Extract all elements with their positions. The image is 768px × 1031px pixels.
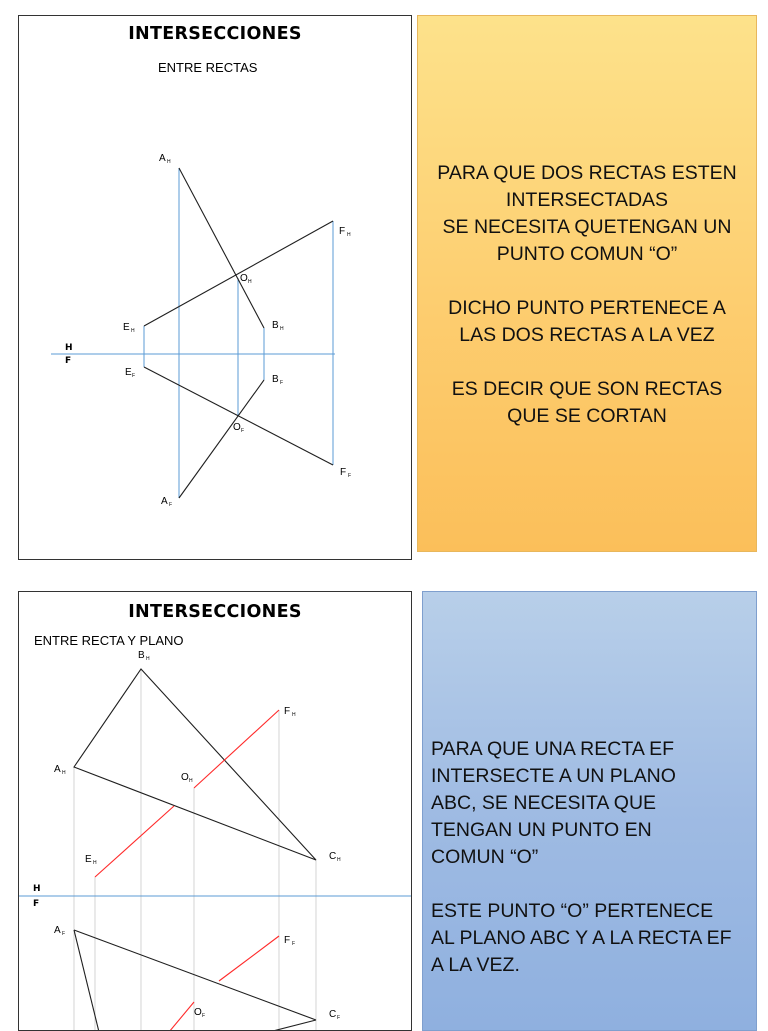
panel2-title: INTERSECCIONES xyxy=(128,602,302,622)
label-fh-sub: H xyxy=(292,712,296,718)
label-of-sub: F xyxy=(202,1013,206,1019)
label-oh: O xyxy=(240,273,248,284)
label-oh-sub: H xyxy=(189,778,193,784)
label-of-sub: F xyxy=(241,428,245,434)
label-h: H xyxy=(33,884,41,894)
label-ch: C xyxy=(329,851,337,862)
line-ef-f xyxy=(219,936,279,981)
panel1-subtitle: ENTRE RECTAS xyxy=(158,60,258,75)
label-of: O xyxy=(194,1007,202,1018)
line-ef-h-upper xyxy=(194,710,279,788)
label-cf-sub: F xyxy=(337,1015,341,1021)
note2-para2: ESTE PUNTO “O” PERTENECE AL PLANO ABC Y A LA RECTA EF A LA VEZ. xyxy=(431,900,732,976)
label-eh: E xyxy=(123,322,130,333)
label-ah: A xyxy=(54,764,61,775)
label-bh-sub: H xyxy=(146,656,150,662)
plane-abc-f-edge3 xyxy=(269,1020,316,1031)
panel2-drawing xyxy=(19,592,412,1031)
note1-para1: PARA QUE DOS RECTAS ESTEN INTERSECTADAS SE NECESITA QUETENGAN UN PUNTO COMUN “O” xyxy=(437,162,737,265)
label-ah: A xyxy=(159,153,166,164)
label-eh: E xyxy=(85,854,92,865)
label-af: A xyxy=(161,496,168,507)
panel1-title: INTERSECCIONES xyxy=(128,24,302,44)
label-bf: B xyxy=(272,374,279,385)
label-bh: B xyxy=(138,650,145,661)
label-ef-sub: F xyxy=(132,373,136,379)
label-f: F xyxy=(65,356,72,366)
label-bf-sub: F xyxy=(280,380,284,386)
diagram-interseccion-recta-plano xyxy=(18,591,412,1031)
label-oh-sub: H xyxy=(248,279,252,285)
label-ff: F xyxy=(340,467,347,478)
label-ff: F xyxy=(284,935,291,946)
note2-para1: PARA QUE UNA RECTA EF INTERSECTE A UN PLANO ABC, SE NECESITA QUE TENGAN UN PUNTO EN COMUN “O” xyxy=(431,738,676,868)
label-fh: F xyxy=(284,706,291,717)
line-ef-f-lower xyxy=(169,1002,194,1031)
label-f: F xyxy=(33,899,40,909)
label-of: O xyxy=(233,422,241,433)
note1-para2: DICHO PUNTO PERTENECE A LAS DOS RECTAS A LA VEZ xyxy=(448,297,726,346)
label-h: H xyxy=(65,343,73,353)
label-oh: O xyxy=(181,772,189,783)
diagram-intersecciones-rectas xyxy=(18,15,412,560)
panel1-drawing xyxy=(19,16,412,560)
label-ff-sub: F xyxy=(348,473,352,479)
panel2-subtitle: ENTRE RECTA Y PLANO xyxy=(34,633,184,648)
line-ab-f xyxy=(179,380,264,498)
label-eh-sub: H xyxy=(131,328,135,334)
line-ab-h xyxy=(179,168,264,328)
line-ef-h xyxy=(95,806,174,877)
label-ah-sub: H xyxy=(167,159,171,165)
note1-para3: ES DECIR QUE SON RECTAS QUE SE CORTAN xyxy=(451,378,723,427)
note-rectas xyxy=(417,15,757,552)
label-ah-sub: H xyxy=(62,770,66,776)
label-fh: F xyxy=(339,226,346,237)
label-ch-sub: H xyxy=(337,857,341,863)
label-cf: C xyxy=(329,1009,337,1020)
label-bh: B xyxy=(272,320,279,331)
label-af-sub: F xyxy=(62,931,66,937)
label-bh-sub: H xyxy=(280,326,284,332)
label-fh-sub: H xyxy=(347,232,351,238)
label-af-sub: F xyxy=(169,502,173,508)
label-af: A xyxy=(54,925,61,936)
note-recta-plano xyxy=(422,591,757,1031)
label-eh-sub: H xyxy=(93,860,97,866)
label-ef: E xyxy=(125,367,132,378)
label-ff-sub: F xyxy=(292,941,296,947)
plane-abc-h xyxy=(74,669,316,860)
